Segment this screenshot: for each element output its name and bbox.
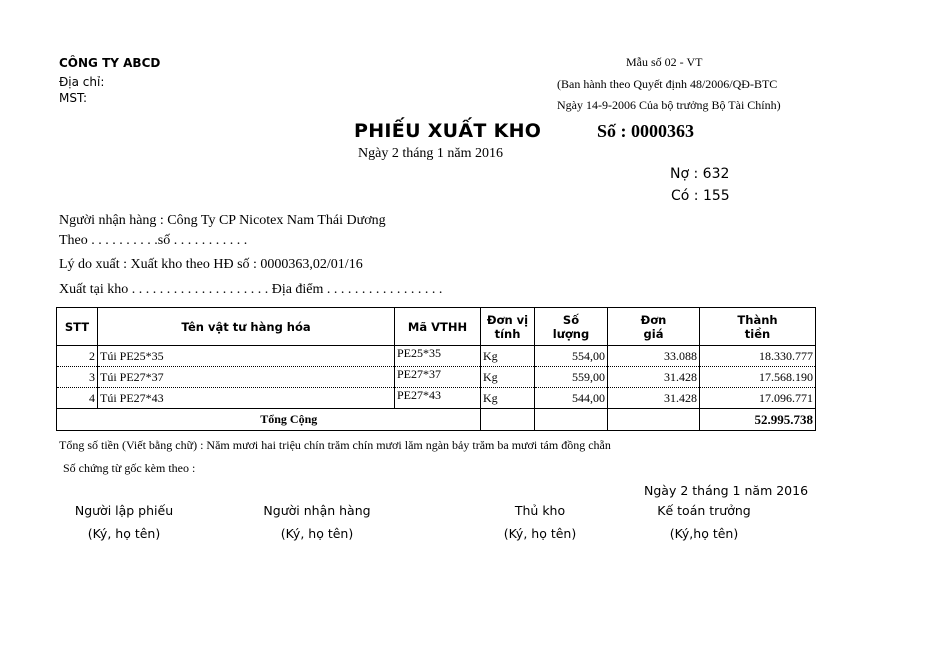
total-amount: 52.995.738 bbox=[700, 409, 816, 431]
row-item-code: PE27*37 bbox=[395, 367, 481, 388]
tax-code-label: MST: bbox=[59, 91, 88, 105]
receiver-line: Người nhận hàng : Công Ty CP Nicotex Nam Thái Dương bbox=[59, 213, 386, 228]
row-unit: Kg bbox=[481, 346, 535, 367]
signature-title: Kế toán trưởng bbox=[657, 503, 751, 518]
row-item-name: Túi PE25*35 bbox=[98, 346, 395, 367]
signature-note: (Ký,họ tên) bbox=[669, 526, 739, 541]
row-item-name: Túi PE27*43 bbox=[98, 388, 395, 409]
signature-title: Người nhận hàng bbox=[263, 503, 371, 518]
row-unit: Kg bbox=[481, 388, 535, 409]
signature-receiver bbox=[262, 503, 372, 541]
col-header-stt: STT bbox=[57, 308, 98, 346]
col-header-unit-line1: Đơn vị bbox=[486, 312, 529, 327]
row-amount: 18.330.777 bbox=[700, 346, 816, 367]
signature-storekeeper bbox=[500, 503, 580, 541]
decree-date: Ngày 14-9-2006 Của bộ trưởng Bộ Tài Chính) bbox=[557, 98, 781, 112]
col-header-price bbox=[608, 308, 700, 346]
col-header-price-line2: giá bbox=[643, 326, 664, 341]
row-quantity: 554,00 bbox=[535, 346, 608, 367]
decree-reference: (Ban hành theo Quyết định 48/2006/QĐ-BTC bbox=[557, 77, 778, 91]
col-header-qty-line2: lượng bbox=[552, 326, 590, 341]
col-header-name: Tên vật tư hàng hóa bbox=[98, 308, 395, 346]
row-unit-price: 33.088 bbox=[608, 346, 700, 367]
amount-in-words: Tổng số tiền (Viết bằng chữ) : Năm mươi hai triệu chín trăm chín mươi lăm ngàn bảy trăm ba mươi tám đồng chẵn bbox=[59, 438, 611, 452]
row-quantity: 544,00 bbox=[535, 388, 608, 409]
col-header-code: Mã VTHH bbox=[395, 308, 481, 346]
col-header-amount-line2: tiền bbox=[744, 326, 771, 341]
total-blank-cell bbox=[57, 409, 98, 431]
row-unit-price: 31.428 bbox=[608, 388, 700, 409]
table-header-row bbox=[57, 308, 816, 346]
total-blank-cell bbox=[535, 409, 608, 431]
row-item-code: PE27*43 bbox=[395, 388, 481, 409]
col-header-amount bbox=[700, 308, 816, 346]
total-blank-cell bbox=[481, 409, 535, 431]
signature-date: Ngày 2 tháng 1 năm 2016 bbox=[644, 483, 809, 498]
debit-account: Nợ : 632 bbox=[670, 166, 730, 182]
col-header-price-line1: Đơn bbox=[640, 312, 667, 327]
document-date: Ngày 2 tháng 1 năm 2016 bbox=[358, 146, 504, 161]
signature-note: (Ký, họ tên) bbox=[280, 526, 354, 541]
reason-line: Lý do xuất : Xuất kho theo HĐ số : 0000363,02/01/16 bbox=[59, 257, 363, 272]
row-item-name: Túi PE27*37 bbox=[98, 367, 395, 388]
form-number: Mẫu số 02 - VT bbox=[626, 55, 703, 69]
row-stt: 3 bbox=[57, 367, 98, 388]
company-name: CÔNG TY ABCD bbox=[59, 56, 161, 70]
signature-title: Thủ kho bbox=[514, 503, 566, 518]
row-amount: 17.568.190 bbox=[700, 367, 816, 388]
signature-note: (Ký, họ tên) bbox=[503, 526, 577, 541]
signature-preparer bbox=[72, 503, 176, 541]
row-stt: 2 bbox=[57, 346, 98, 367]
row-unit: Kg bbox=[481, 367, 535, 388]
col-header-qty bbox=[535, 308, 608, 346]
signature-title: Người lập phiếu bbox=[74, 503, 174, 518]
signature-chief-accountant bbox=[654, 503, 754, 541]
row-unit-price: 31.428 bbox=[608, 367, 700, 388]
total-blank-cell bbox=[608, 409, 700, 431]
row-item-code: PE25*35 bbox=[395, 346, 481, 367]
attachments-line: Số chứng từ gốc kèm theo : bbox=[63, 461, 196, 475]
row-stt: 4 bbox=[57, 388, 98, 409]
document-number: Số : 0000363 bbox=[597, 121, 695, 141]
document-title: PHIẾU XUẤT KHO bbox=[354, 120, 542, 142]
col-header-unit bbox=[481, 308, 535, 346]
col-header-unit-line2: tính bbox=[494, 326, 521, 341]
table-row bbox=[57, 367, 816, 388]
reference-line: Theo . . . . . . . . . .số . . . . . . . . . . . bbox=[59, 233, 248, 248]
col-header-amount-line1: Thành bbox=[737, 312, 778, 327]
table-row bbox=[57, 346, 816, 367]
credit-account: Có : 155 bbox=[671, 188, 730, 204]
total-label: Tổng Cộng bbox=[98, 409, 481, 431]
address-label: Địa chỉ: bbox=[59, 75, 105, 89]
row-quantity: 559,00 bbox=[535, 367, 608, 388]
warehouse-line: Xuất tại kho . . . . . . . . . . . . . . . . . . . . Địa điểm . . . . . . . . . . . . . . . . . bbox=[59, 282, 443, 297]
table-row bbox=[57, 388, 816, 409]
total-row bbox=[57, 409, 816, 431]
col-header-qty-line1: Số bbox=[562, 312, 580, 327]
items-table bbox=[56, 307, 816, 431]
signature-note: (Ký, họ tên) bbox=[87, 526, 161, 541]
row-amount: 17.096.771 bbox=[700, 388, 816, 409]
